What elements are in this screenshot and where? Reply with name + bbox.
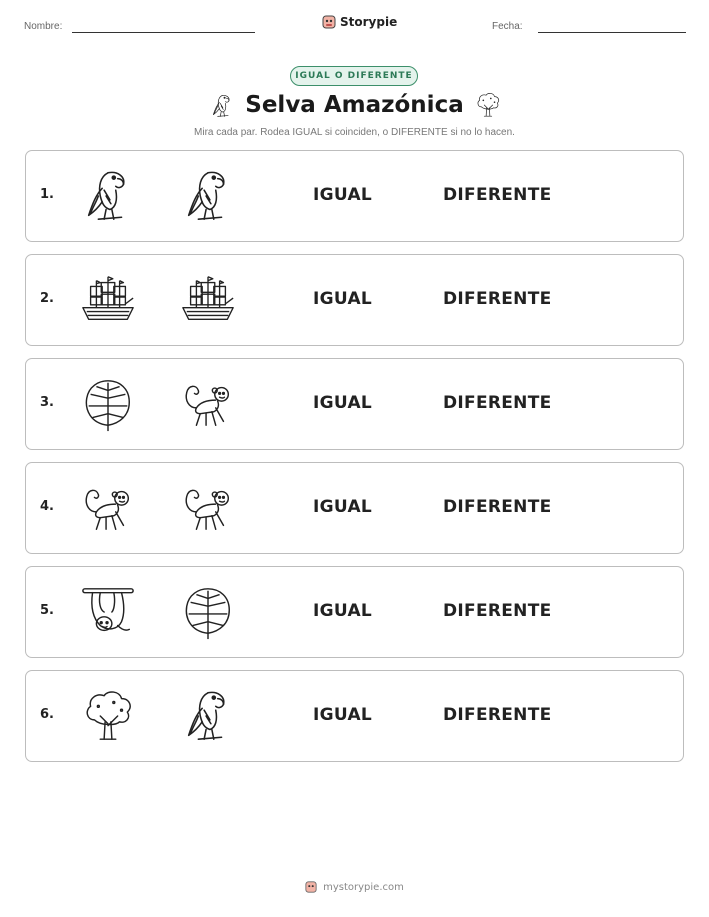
name-label: Nombre: xyxy=(24,21,63,32)
parrot-icon xyxy=(178,167,238,225)
monkey-icon xyxy=(178,479,238,537)
question-row xyxy=(25,462,684,554)
brand-name: Storypie xyxy=(340,15,398,29)
question-number: 1. xyxy=(40,187,54,202)
storypie-mascot-icon xyxy=(305,880,317,894)
instructions: Mira cada par. Rodea IGUAL si coinciden, o DIFERENTE si no lo hacen. xyxy=(194,127,515,138)
option-diferente[interactable]: DIFERENTE xyxy=(443,601,552,621)
worksheet-type-badge: IGUAL O DIFERENTE xyxy=(290,66,418,86)
option-diferente[interactable]: DIFERENTE xyxy=(443,497,552,517)
option-diferente[interactable]: DIFERENTE xyxy=(443,705,552,725)
option-diferente[interactable]: DIFERENTE xyxy=(443,185,552,205)
option-igual[interactable]: IGUAL xyxy=(313,601,373,621)
option-igual[interactable]: IGUAL xyxy=(313,393,373,413)
tree-icon xyxy=(78,687,138,745)
question-row xyxy=(25,670,684,762)
question-row xyxy=(25,358,684,450)
option-igual[interactable]: IGUAL xyxy=(313,705,373,725)
brand-logo xyxy=(322,14,397,30)
tree-icon xyxy=(474,90,502,120)
footer-url[interactable]: mystorypie.com xyxy=(323,881,404,893)
parrot-icon xyxy=(178,687,238,745)
leaf-icon xyxy=(78,375,138,433)
question-number: 5. xyxy=(40,603,54,618)
parrot-icon xyxy=(78,167,138,225)
question-number: 6. xyxy=(40,707,54,722)
question-row xyxy=(25,254,684,346)
footer xyxy=(0,880,709,894)
date-line[interactable] xyxy=(538,32,686,33)
sloth-icon xyxy=(78,583,138,641)
ship-icon xyxy=(178,271,238,329)
question-row xyxy=(25,566,684,658)
ship-icon xyxy=(78,271,138,329)
leaf-icon xyxy=(178,583,238,641)
option-diferente[interactable]: DIFERENTE xyxy=(443,393,552,413)
option-igual[interactable]: IGUAL xyxy=(313,497,373,517)
question-row xyxy=(25,150,684,242)
monkey-icon xyxy=(78,479,138,537)
question-number: 2. xyxy=(40,291,54,306)
option-igual[interactable]: IGUAL xyxy=(313,185,373,205)
question-number: 3. xyxy=(40,395,54,410)
question-number: 4. xyxy=(40,499,54,514)
date-label: Fecha: xyxy=(492,21,523,32)
option-igual[interactable]: IGUAL xyxy=(313,289,373,309)
option-diferente[interactable]: DIFERENTE xyxy=(443,289,552,309)
page-title: Selva Amazónica xyxy=(245,92,464,118)
name-line[interactable] xyxy=(72,32,255,33)
monkey-icon xyxy=(178,375,238,433)
storypie-mascot-icon xyxy=(322,14,336,30)
